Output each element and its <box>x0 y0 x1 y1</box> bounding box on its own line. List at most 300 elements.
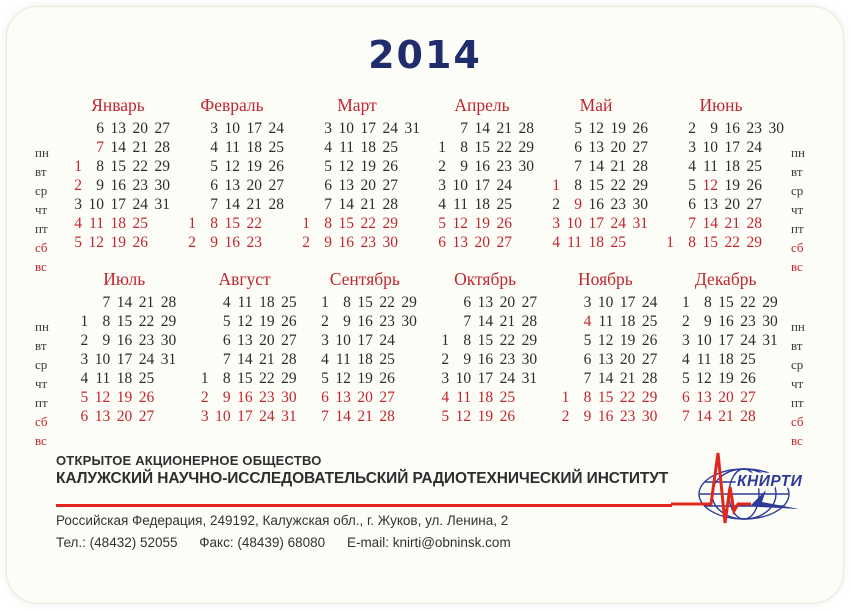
day-cell: 17 <box>619 294 636 311</box>
day-cell <box>69 293 91 312</box>
weekday-label-сб: сб <box>35 414 48 429</box>
day-cell: 23 <box>360 234 376 251</box>
day-cell: 10 <box>696 332 712 349</box>
day-cell: 18 <box>588 234 604 251</box>
day-cell: 26 <box>382 158 398 175</box>
day-cell: 2 <box>321 313 329 330</box>
day-cell <box>515 195 537 214</box>
day-cell: 8 <box>460 139 468 156</box>
day-cell: 18 <box>110 215 126 232</box>
weekday-label-вс: вс <box>35 259 47 274</box>
day-cell: 8 <box>688 234 696 251</box>
day-cell: 5 <box>324 158 332 175</box>
day-cell: 30 <box>641 408 658 425</box>
day-cell: 11 <box>696 351 712 368</box>
day-cell: 13 <box>237 332 253 349</box>
day-cell <box>759 407 781 426</box>
day-cell <box>398 407 420 426</box>
day-cell: 10 <box>702 139 718 156</box>
day-cell: 20 <box>259 332 275 349</box>
weekday-label-вт: вт <box>791 164 803 179</box>
day-cell: 20 <box>718 389 734 406</box>
day-cell: 21 <box>718 408 734 425</box>
day-cell <box>291 119 313 138</box>
day-cell: 12 <box>94 389 111 406</box>
day-cell: 4 <box>441 389 450 406</box>
day-cell: 12 <box>597 332 614 349</box>
day-cell: 10 <box>94 351 111 368</box>
weekday-label-пт: пт <box>35 395 48 410</box>
month-title: Ноябрь <box>578 269 633 289</box>
day-cell: 22 <box>360 215 376 232</box>
day-cell <box>190 312 212 331</box>
month-block-7 <box>69 269 179 426</box>
day-cell: 12 <box>224 158 240 175</box>
weekday-label-пт: пт <box>791 221 804 236</box>
day-cell: 14 <box>477 313 494 330</box>
day-cell: 30 <box>281 389 297 406</box>
month-grid <box>427 119 537 252</box>
calendar-top-row <box>35 95 815 276</box>
day-cell: 9 <box>583 408 592 425</box>
day-cell: 7 <box>681 408 690 425</box>
day-cell <box>550 369 572 388</box>
day-cell: 30 <box>632 196 648 213</box>
day-cell: 9 <box>324 234 332 251</box>
day-cell: 1 <box>441 332 450 349</box>
weekday-column-left <box>35 269 59 450</box>
email-text: E-mail: knirti@obninsk.com <box>346 535 511 550</box>
day-cell: 14 <box>224 196 240 213</box>
day-cell: 26 <box>740 370 756 387</box>
day-cell <box>157 388 179 407</box>
day-cell: 3 <box>681 332 690 349</box>
day-cell: 11 <box>339 139 354 156</box>
day-cell: 5 <box>321 370 329 387</box>
day-cell: 20 <box>724 196 740 213</box>
weekday-label-ср: ср <box>35 357 48 372</box>
day-cell: 25 <box>281 294 297 311</box>
day-cell: 24 <box>496 177 512 194</box>
day-cell: 27 <box>521 294 538 311</box>
day-cell: 28 <box>521 313 538 330</box>
month-block-3 <box>291 95 423 252</box>
day-cell: 22 <box>138 313 155 330</box>
day-cell: 29 <box>382 215 398 232</box>
day-cell: 9 <box>703 313 712 330</box>
day-cell <box>177 138 199 157</box>
weekday-label-чт: чт <box>791 202 804 217</box>
day-cell: 11 <box>237 294 253 311</box>
weekday-column-left <box>35 95 59 276</box>
day-cell: 30 <box>382 234 398 251</box>
day-cell: 27 <box>138 408 155 425</box>
day-cell <box>265 214 287 233</box>
day-cell: 16 <box>338 234 354 251</box>
day-cell: 30 <box>768 120 784 137</box>
day-cell: 14 <box>335 408 351 425</box>
day-cell: 1 <box>80 313 89 330</box>
day-cell: 16 <box>477 351 494 368</box>
month-grid <box>655 119 787 252</box>
day-cell <box>291 157 313 176</box>
weekday-label-чт: чт <box>790 376 804 391</box>
day-cell: 4 <box>552 234 560 251</box>
month-grid <box>550 293 660 426</box>
day-cell: 8 <box>210 215 218 232</box>
day-cell: 2 <box>80 332 89 349</box>
day-cell: 16 <box>597 408 614 425</box>
month-title: Май <box>579 95 613 115</box>
day-cell: 26 <box>281 313 297 330</box>
day-cell <box>655 157 677 176</box>
day-cell: 12 <box>696 370 712 387</box>
day-cell: 31 <box>632 215 648 232</box>
day-cell: 29 <box>154 158 170 175</box>
day-cell: 7 <box>321 408 329 425</box>
day-cell: 6 <box>321 389 329 406</box>
month-block-6 <box>655 95 787 252</box>
day-cell: 7 <box>688 215 696 232</box>
day-cell: 17 <box>718 332 734 349</box>
day-cell: 7 <box>102 294 111 311</box>
day-cell: 28 <box>632 158 648 175</box>
day-cell: 31 <box>521 370 538 387</box>
day-cell <box>550 312 572 331</box>
day-cell: 16 <box>116 332 133 349</box>
day-cell <box>655 214 677 233</box>
day-cell: 6 <box>681 389 690 406</box>
month-title: Февраль <box>200 95 264 115</box>
day-cell <box>401 138 423 157</box>
day-cell <box>401 214 423 233</box>
weekday-label-сб: сб <box>791 240 804 255</box>
knirti-logo <box>671 441 841 541</box>
day-cell: 14 <box>588 158 604 175</box>
day-cell: 18 <box>246 139 262 156</box>
day-cell: 3 <box>441 370 450 387</box>
day-cell <box>151 214 173 233</box>
month-block-11 <box>550 269 660 426</box>
day-cell: 16 <box>110 177 126 194</box>
day-cell: 19 <box>357 370 373 387</box>
address-line: Российская Федерация, 249192, Калужская обл., г. Жуков, ул. Ленина, 2 <box>56 513 509 528</box>
day-cell: 30 <box>154 177 170 194</box>
weekday-label-пт: пт <box>35 221 48 236</box>
day-cell: 19 <box>724 177 740 194</box>
day-cell: 31 <box>160 351 177 368</box>
day-cell <box>430 293 452 312</box>
day-cell <box>765 233 787 252</box>
day-cell <box>541 157 563 176</box>
weekday-label-вс: вс <box>791 259 803 274</box>
day-cell: 5 <box>583 332 592 349</box>
day-cell: 21 <box>138 294 155 311</box>
day-cell: 11 <box>598 313 614 330</box>
day-cell: 23 <box>499 351 516 368</box>
day-cell: 18 <box>474 196 490 213</box>
day-cell: 8 <box>463 332 472 349</box>
day-cell: 13 <box>477 294 494 311</box>
day-cell: 5 <box>441 408 450 425</box>
day-cell <box>765 176 787 195</box>
org-name-line: КАЛУЖСКИЙ НАУЧНО-ИССЛЕДОВАТЕЛЬСКИЙ РАДИОТЕХНИЧЕСКИЙ ИНСТИТУТ <box>56 470 669 487</box>
day-cell <box>765 157 787 176</box>
day-cell: 24 <box>268 120 284 137</box>
day-cell: 2 <box>74 177 82 194</box>
day-cell: 26 <box>632 120 648 137</box>
day-cell <box>190 331 212 350</box>
day-cell: 12 <box>335 370 351 387</box>
day-cell: 8 <box>324 215 332 232</box>
weekday-label-чт: чт <box>35 376 48 391</box>
day-cell <box>291 176 313 195</box>
day-cell: 19 <box>110 234 126 251</box>
day-cell: 10 <box>452 177 468 194</box>
day-cell: 23 <box>138 332 155 349</box>
day-cell: 19 <box>116 389 133 406</box>
day-cell: 9 <box>463 351 472 368</box>
day-cell: 25 <box>499 389 516 406</box>
month-title: Июнь <box>699 95 743 115</box>
day-cell: 31 <box>762 332 778 349</box>
day-cell: 16 <box>357 313 373 330</box>
day-cell: 12 <box>338 158 354 175</box>
day-cell: 29 <box>160 313 177 330</box>
day-cell: 15 <box>338 215 354 232</box>
day-cell <box>765 195 787 214</box>
month-block-9 <box>310 269 420 426</box>
day-cell: 23 <box>746 120 762 137</box>
day-cell: 24 <box>610 215 626 232</box>
day-cell: 24 <box>132 196 148 213</box>
day-cell: 24 <box>259 408 275 425</box>
day-cell <box>177 119 199 138</box>
day-cell <box>541 119 563 138</box>
day-cell: 27 <box>632 139 648 156</box>
day-cell: 30 <box>518 158 534 175</box>
day-cell: 6 <box>222 332 231 349</box>
day-cell: 28 <box>382 196 398 213</box>
day-cell: 23 <box>610 196 626 213</box>
day-cell: 12 <box>88 234 104 251</box>
day-cell: 21 <box>619 370 636 387</box>
day-cell: 2 <box>552 196 560 213</box>
day-cell: 29 <box>521 332 538 349</box>
day-cell: 3 <box>74 196 82 213</box>
day-cell <box>265 233 287 252</box>
weekday-label-ср: ср <box>791 183 804 198</box>
month-block-4 <box>427 95 537 252</box>
weekday-label-вс: вс <box>35 433 47 448</box>
day-cell: 10 <box>566 215 582 232</box>
day-cell: 4 <box>210 139 218 156</box>
day-cell <box>177 195 199 214</box>
day-cell: 9 <box>710 120 718 137</box>
day-cell: 30 <box>401 313 417 330</box>
day-cell: 29 <box>281 370 297 387</box>
day-cell: 8 <box>343 294 351 311</box>
day-cell: 22 <box>496 139 512 156</box>
day-cell: 26 <box>641 332 658 349</box>
day-cell: 3 <box>210 120 218 137</box>
day-cell <box>765 214 787 233</box>
day-cell: 10 <box>215 408 231 425</box>
day-cell: 18 <box>116 370 133 387</box>
day-cell: 19 <box>246 158 262 175</box>
weekday-label-ср: ср <box>35 183 48 198</box>
day-cell: 14 <box>116 294 133 311</box>
day-cell: 18 <box>259 294 275 311</box>
day-cell: 6 <box>463 294 472 311</box>
day-cell: 24 <box>641 294 658 311</box>
day-cell: 6 <box>438 234 446 251</box>
day-cell: 24 <box>379 332 395 349</box>
day-cell <box>190 350 212 369</box>
day-cell: 10 <box>455 370 472 387</box>
day-cell: 14 <box>474 120 490 137</box>
day-cell: 11 <box>95 370 111 387</box>
weekday-label-пн: пн <box>35 319 49 334</box>
day-cell <box>515 214 537 233</box>
month-block-1 <box>63 95 173 252</box>
day-cell: 26 <box>132 234 148 251</box>
weekday-column-spacer <box>35 293 59 317</box>
day-cell: 19 <box>259 313 275 330</box>
day-cell: 6 <box>324 177 332 194</box>
month-title: Март <box>337 95 377 115</box>
day-cell <box>515 176 537 195</box>
day-cell: 31 <box>281 408 297 425</box>
day-cell: 2 <box>438 158 446 175</box>
day-cell: 6 <box>574 139 582 156</box>
day-cell <box>398 388 420 407</box>
day-cell <box>550 331 572 350</box>
month-grid <box>310 293 420 426</box>
day-cell: 21 <box>357 408 373 425</box>
day-cell <box>401 176 423 195</box>
day-cell: 18 <box>619 313 636 330</box>
day-cell: 1 <box>321 294 329 311</box>
day-cell: 17 <box>357 332 373 349</box>
day-cell: 22 <box>379 294 395 311</box>
month-grid <box>430 293 540 426</box>
day-cell: 22 <box>740 294 756 311</box>
weekday-label-пн: пн <box>35 145 49 160</box>
day-cell: 3 <box>552 215 560 232</box>
month-grid <box>291 119 423 252</box>
day-cell: 28 <box>641 370 658 387</box>
day-cell: 10 <box>88 196 104 213</box>
month-grid <box>63 119 173 252</box>
day-cell: 18 <box>477 389 494 406</box>
day-cell: 3 <box>324 120 332 137</box>
month-title: Декабрь <box>694 269 757 289</box>
day-cell: 9 <box>96 177 104 194</box>
day-cell: 18 <box>718 351 734 368</box>
day-cell: 19 <box>610 120 626 137</box>
day-cell: 13 <box>335 389 351 406</box>
month-title: Октябрь <box>454 269 517 289</box>
day-cell: 9 <box>222 389 231 406</box>
day-cell: 20 <box>357 389 373 406</box>
day-cell: 8 <box>574 177 582 194</box>
day-cell: 17 <box>477 370 494 387</box>
day-cell: 11 <box>453 196 468 213</box>
day-cell: 17 <box>474 177 490 194</box>
day-cell: 4 <box>438 196 446 213</box>
day-cell: 7 <box>583 370 592 387</box>
day-cell <box>427 119 449 138</box>
day-cell: 23 <box>496 158 512 175</box>
weekday-label-вс: вс <box>790 433 803 448</box>
day-cell: 15 <box>357 294 373 311</box>
day-cell: 5 <box>681 370 690 387</box>
day-cell <box>177 176 199 195</box>
day-cell: 23 <box>259 389 275 406</box>
day-cell: 1 <box>561 389 570 406</box>
day-cell: 18 <box>357 351 373 368</box>
day-cell <box>401 195 423 214</box>
day-cell: 27 <box>379 389 395 406</box>
day-cell: 30 <box>160 332 177 349</box>
day-cell: 25 <box>132 215 148 232</box>
day-cell: 20 <box>499 294 516 311</box>
day-cell: 14 <box>702 215 718 232</box>
day-cell <box>518 407 540 426</box>
day-cell: 22 <box>259 370 275 387</box>
day-cell: 21 <box>496 120 512 137</box>
day-cell: 9 <box>210 234 218 251</box>
day-cell: 7 <box>324 196 332 213</box>
day-cell <box>759 369 781 388</box>
day-cell: 15 <box>588 177 604 194</box>
weekday-column-spacer <box>791 293 815 317</box>
day-cell: 15 <box>477 332 494 349</box>
day-cell: 21 <box>499 313 516 330</box>
day-cell <box>157 407 179 426</box>
day-cell: 19 <box>474 215 490 232</box>
day-cell: 22 <box>619 389 636 406</box>
day-cell: 15 <box>224 215 240 232</box>
day-cell: 15 <box>237 370 253 387</box>
day-cell: 3 <box>321 332 329 349</box>
day-cell: 23 <box>246 234 262 251</box>
day-cell: 4 <box>583 313 592 330</box>
day-cell <box>398 331 420 350</box>
day-cell <box>765 138 787 157</box>
day-cell: 15 <box>597 389 614 406</box>
day-cell: 1 <box>552 177 560 194</box>
day-cell: 5 <box>688 177 696 194</box>
day-cell: 18 <box>724 158 740 175</box>
day-cell: 2 <box>681 313 690 330</box>
day-cell: 30 <box>521 351 538 368</box>
day-cell: 27 <box>382 177 398 194</box>
day-cell: 21 <box>246 196 262 213</box>
weekday-label-сб: сб <box>35 240 48 255</box>
day-cell <box>401 233 423 252</box>
day-cell <box>291 195 313 214</box>
day-cell: 16 <box>588 196 604 213</box>
day-cell: 27 <box>641 351 658 368</box>
day-cell: 6 <box>80 408 89 425</box>
day-cell: 7 <box>96 139 104 156</box>
day-cell: 21 <box>360 196 376 213</box>
day-cell: 10 <box>335 332 351 349</box>
day-cell: 25 <box>138 370 155 387</box>
day-cell: 20 <box>116 408 133 425</box>
